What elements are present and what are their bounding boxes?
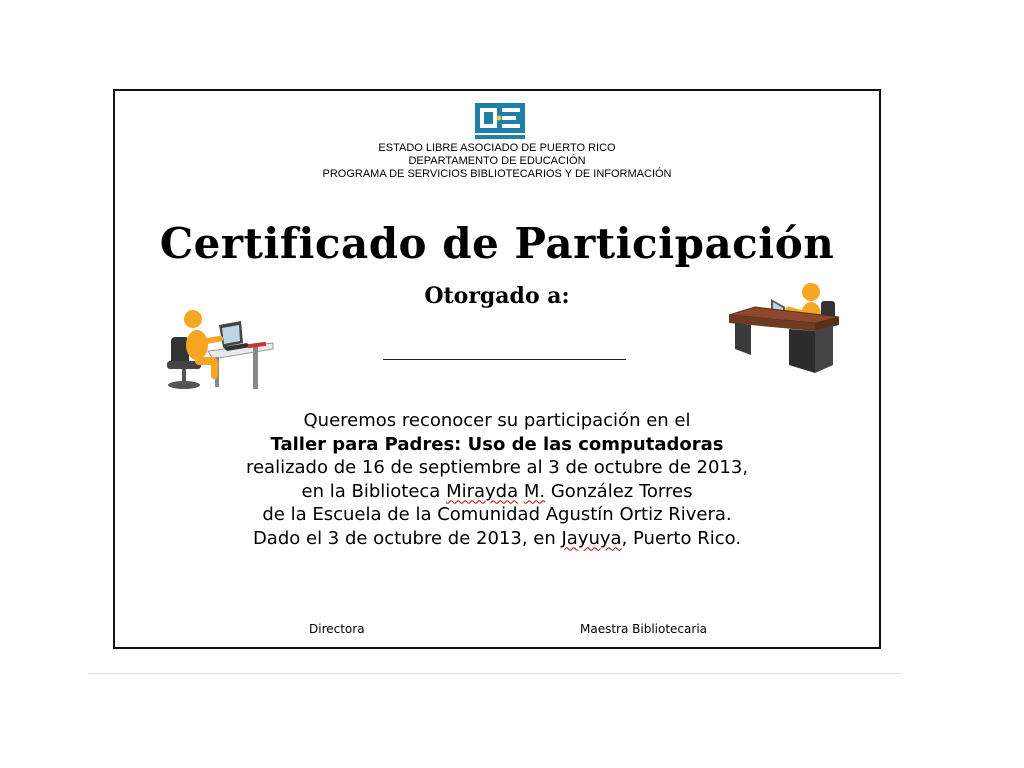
body-line-4-part-e: González Torres: [545, 480, 693, 502]
signature-director-label: Directora: [309, 622, 365, 636]
header-line-2: DEPARTAMENTO DE EDUCACIÓN: [408, 155, 586, 167]
recipient-name-line: [383, 359, 626, 360]
body-line-6-part-c: , Puerto Rico.: [621, 527, 742, 549]
body-line-4-part-a: en la Biblioteca: [301, 480, 447, 502]
certificate-body: [115, 409, 879, 550]
town-name: Jayuya: [561, 527, 622, 549]
body-line-1: Queremos reconocer su participación en el: [303, 410, 691, 431]
certificate-title: Certificado de Participación: [159, 219, 835, 268]
de-logo-icon: [475, 103, 525, 141]
body-line-3: realizado de 16 de septiembre al 3 de octubre de 2013,: [245, 457, 749, 478]
signature-librarian-label: Maestra Bibliotecaria: [580, 622, 708, 636]
person-at-laptop-icon: [153, 303, 278, 393]
body-line-6-part-a: Dado el 3 de octubre de 2013, en: [252, 527, 562, 549]
library-initial: M.: [523, 480, 546, 502]
page-divider: [88, 673, 902, 674]
workshop-title: Taller para Padres: Uso de las computadoras: [270, 433, 724, 455]
header-block: [115, 142, 879, 181]
certificate: [113, 89, 881, 649]
body-line-6: [115, 527, 879, 551]
library-name-word: Mirayda: [446, 480, 519, 502]
header-line-1: ESTADO LIBRE ASOCIADO DE PUERTO RICO: [378, 142, 616, 154]
awarded-to-label: Otorgado a:: [424, 283, 570, 309]
body-line-4: [115, 480, 879, 504]
body-line-5: de la Escuela de la Comunidad Agustín Ortiz Rivera.: [262, 504, 732, 525]
person-at-desk-icon: [727, 279, 845, 379]
header-line-3: PROGRAMA DE SERVICIOS BIBLIOTECARIOS Y DE INFORMACIÓN: [322, 168, 672, 180]
